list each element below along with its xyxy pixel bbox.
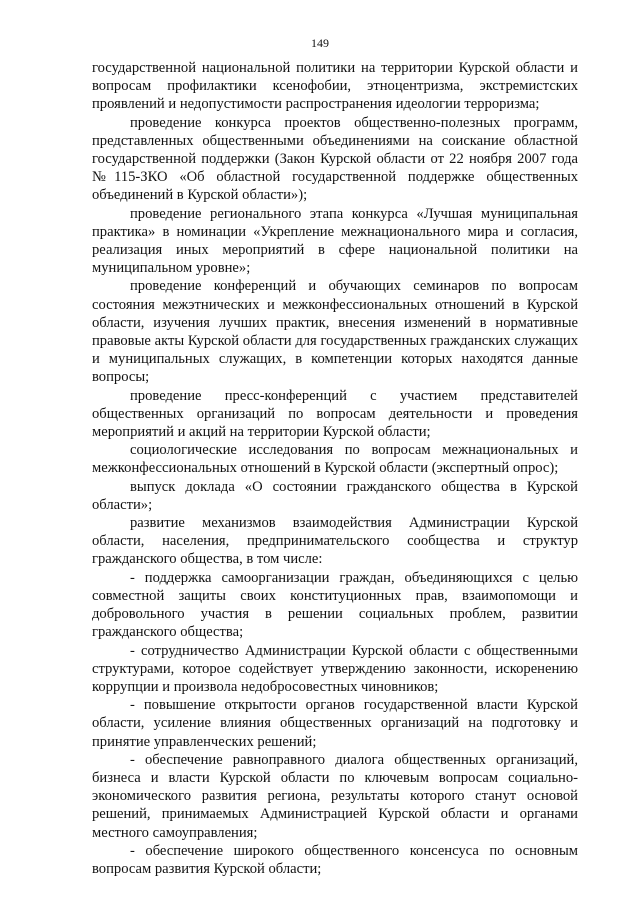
- paragraph-national-policy-continuation: государственной национальной политики на территории Курской области и вопросам профилактики ксенофобии, этноцентризма, экстремистских проявлений и недопустимости распространения идеологии терроризма;: [92, 60, 578, 113]
- list-item-openness: - повышение открытости органов государственной власти Курской области, усиление влияния общественных организаций на подготовку и принятие управленческих решений;: [92, 697, 578, 750]
- list-item-cooperation: - сотрудничество Администрации Курской области с общественными структурами, которое содействует утверждению законности, искоренению коррупции и произвола недобросовестных чиновников;: [92, 642, 578, 695]
- paragraph-projects-contest: проведение конкурса проектов общественно-полезных программ, представленных общественными объединениями на соискание областной государственной поддержки (Закон Курской области от 22 ноября 2007 года №115-ЗКО «Об областной государственной поддержке общественных объединений в Курской области»);: [92, 114, 578, 204]
- list-item-dialogue: - обеспечение равноправного диалога общественных организаций, бизнеса и власти Курской области по ключевым вопросам социально-экономического развития региона, результаты которого станут основой решений, принимаемых Администрацией Курской области и органами местного самоуправления;: [92, 751, 578, 841]
- list-item-consensus: - обеспечение широкого общественного консенсуса по основным вопросам развития Курской области;: [92, 842, 578, 877]
- paragraph-conferences-seminars: проведение конференций и обучающих семинаров по вопросам состояния межэтнических и межконфессиональных отношений в Курской области, изучения лучших практик, внесения изменений в нормативные правовые акты Курской области для государственных гражданских служащих и муниципальных служащих, в компетенции которых находятся данные вопросы;: [92, 278, 578, 386]
- list-item-self-organization: - поддержка самоорганизации граждан, объединяющихся с целью совместной защиты своих конституционных прав, взаимопомощи и добровольного участия в решении социальных проблем, развитии гражданского общества;: [92, 569, 578, 641]
- paragraph-press-conferences: проведение пресс-конференций с участием представителей общественных организаций по вопросам деятельности и проведения мероприятий и акций на территории Курской области;: [92, 387, 578, 441]
- paragraph-civil-society-report: выпуск доклада «О состоянии гражданского общества в Курской области»;: [92, 478, 578, 513]
- paragraph-sociological-research: социологические исследования по вопросам межнациональных и межконфессиональных отношений в Курской области (экспертный опрос);: [92, 442, 578, 477]
- body-text: [92, 59, 578, 878]
- page-number: 149: [311, 36, 329, 50]
- paragraph-interaction-mechanisms: развитие механизмов взаимодействия Администрации Курской области, населения, предпринимательского сообщества и структур гражданского общества, в том числе:: [92, 515, 578, 568]
- paragraph-municipal-practice-contest: проведение регионального этапа конкурса «Лучшая муниципальная практика» в номинации «Укрепление межнационального мира и согласия, реализация иных мероприятий в сфере национальной политики на муниципальном уровне»;: [92, 205, 578, 277]
